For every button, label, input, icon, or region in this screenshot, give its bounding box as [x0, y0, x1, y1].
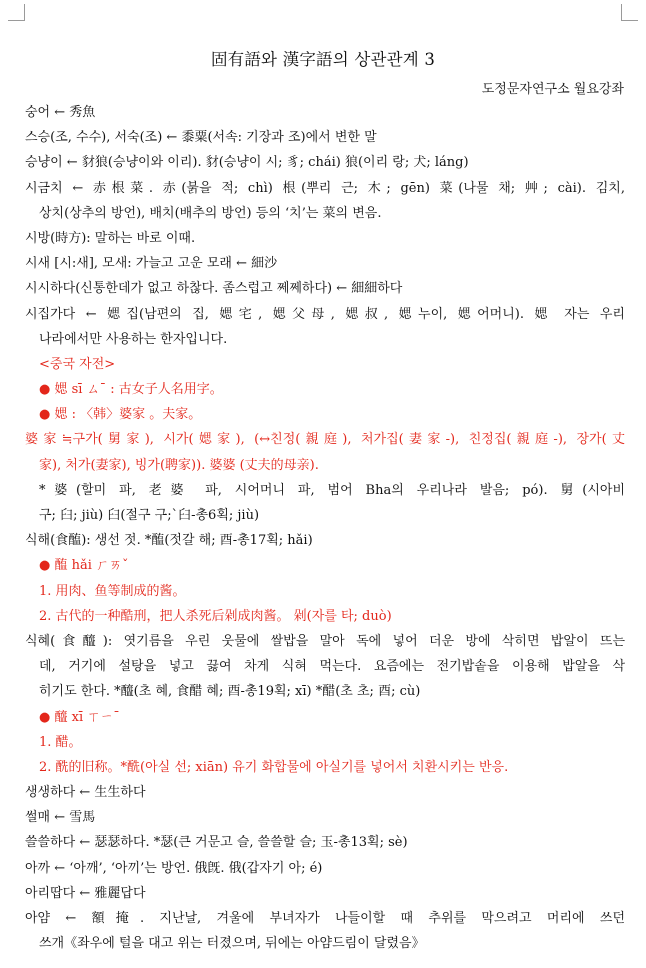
text-line: 식해(食醢): 생선 젓. *醢(젓갈 해; 酉-총17획; hǎi): [25, 533, 313, 549]
text-line: 1. 醋。: [39, 734, 82, 750]
text-line: 시금치 ← 赤根菜. 赤(붉을 적; chì) 根(뿌리 근; 木; gēn) 菜(나물 채; 艸; cài). 김치,: [25, 180, 625, 196]
crop-mark-top-left: [8, 4, 25, 21]
text-line: 데, 거기에 설탕을 넣고 끓여 차게 식혀 먹는다. 요즘에는 전기밥솥을 이용해 밥알을 삭: [39, 659, 625, 675]
text-line: 2. 古代的一种酷刑，把人杀死后剁成肉酱。 剁(자를 타; duò): [39, 608, 392, 624]
text-line: 시방(時方): 말하는 바로 이때.: [25, 230, 196, 246]
text-line: 아리땁다 ← 雅麗답다: [25, 885, 146, 901]
text-line: 식혜(食醯): 엿기름을 우린 웃물에 쌀밥을 말아 독에 넣어 더운 방에 삭히면 밥알이 뜨는: [25, 633, 625, 649]
crop-mark-top-right: [621, 4, 638, 21]
text-line: 시시하다(신통한데가 없고 하찮다. 좀스럽고 쩨쩨하다) ← 細細하다: [25, 281, 403, 297]
text-line: 쓸쓸하다 ← 瑟瑟하다. *瑟(큰 거문고 슬, 쓸쓸할 슬; 玉-총13획; sè): [25, 835, 408, 851]
document-title: 固有語와 漢字語의 상관관계 3: [210, 50, 436, 69]
text-line: ● 醯 xī ㄒㄧˉ: [39, 709, 120, 725]
text-line: 2. 酰的旧称。*酰(아실 선; xiān) 유기 화합물에 아실기를 넣어서 치환시키는 반응.: [39, 759, 509, 775]
text-line: ● 醢 hǎi ㄏㄞˇ: [39, 558, 129, 574]
text-line: 구; 臼; jiù) 臼(절구 구;`臼-총6획; jiù): [39, 508, 260, 523]
text-line: ● 媤 sī ㄙˉ : 古女子人名用字。: [39, 382, 223, 398]
text-line: 승냥이 ← 豺狼(승냥이와 이리). 豺(승냥이 시; 豸; chái) 狼(이리 랑; 犬; láng): [25, 155, 469, 171]
text-line: 썰매 ← 雪馬: [25, 810, 96, 826]
text-line: 나라에서만 사용하는 한자입니다.: [39, 331, 228, 347]
text-line: 히기도 한다. *醯(초 혜, 食醋 혜; 酉-총19획; xī) *醋(초 초; 酉; cù): [39, 684, 421, 700]
text-line: 1. 用肉、鱼等制成的酱。: [39, 583, 186, 599]
text-line: 생생하다 ← 生生하다: [25, 785, 146, 801]
text-line: <중국 자전>: [39, 356, 116, 372]
text-line: 시새 [시:새], 모새: 가늘고 고운 모래 ← 細沙: [25, 256, 278, 272]
text-line: ● 媤 : 〈韩〉婆家 。夫家。: [39, 407, 202, 423]
text-line: 아까 ← ‘아깨’, ‘아끼’는 방언. 俄旣. 俄(갑자기 아; é): [25, 860, 323, 876]
text-line: 아얌 ← 額掩. 지난날, 겨울에 부녀자가 나들이할 때 추위를 막으려고 머리에 쓰던: [25, 911, 625, 926]
document-body: [25, 100, 625, 956]
text-line: 쓰개《좌우에 털을 대고 위는 터졌으며, 뒤에는 아얌드림이 달렸음》: [39, 936, 425, 952]
text-line: 婆家≒구가(舅家), 시가(媤家), (↔친정(親庭), 처가집(妻家-), 친정집(親庭-), 장가(丈: [25, 432, 625, 448]
text-line: 상치(상추의 방언), 배치(배추의 방언) 등의 ‘치’는 菜의 변음.: [39, 205, 382, 221]
text-line: 숭어 ← 秀魚: [25, 105, 96, 120]
text-line: 家), 처가(妻家), 빙가(聘家)). 婆婆 (丈夫的母亲).: [39, 457, 319, 473]
text-line: 시집가다 ← 媤집(남편의 집, 媤宅, 媤父母, 媤叔, 媤누이, 媤어머니). 媤 자는 우리: [25, 306, 625, 322]
text-line: 스승(조, 수수), 서숙(조) ← 黍粟(서속: 기장과 조)에서 변한 말: [25, 130, 377, 146]
document-subtitle: 도정문자연구소 월요강좌: [481, 82, 624, 97]
text-line: *婆(할미 파, 老婆 파, 시어머니 파, 범어 Bha의 우리나라 발음; pó). 舅(시아비: [39, 482, 625, 498]
